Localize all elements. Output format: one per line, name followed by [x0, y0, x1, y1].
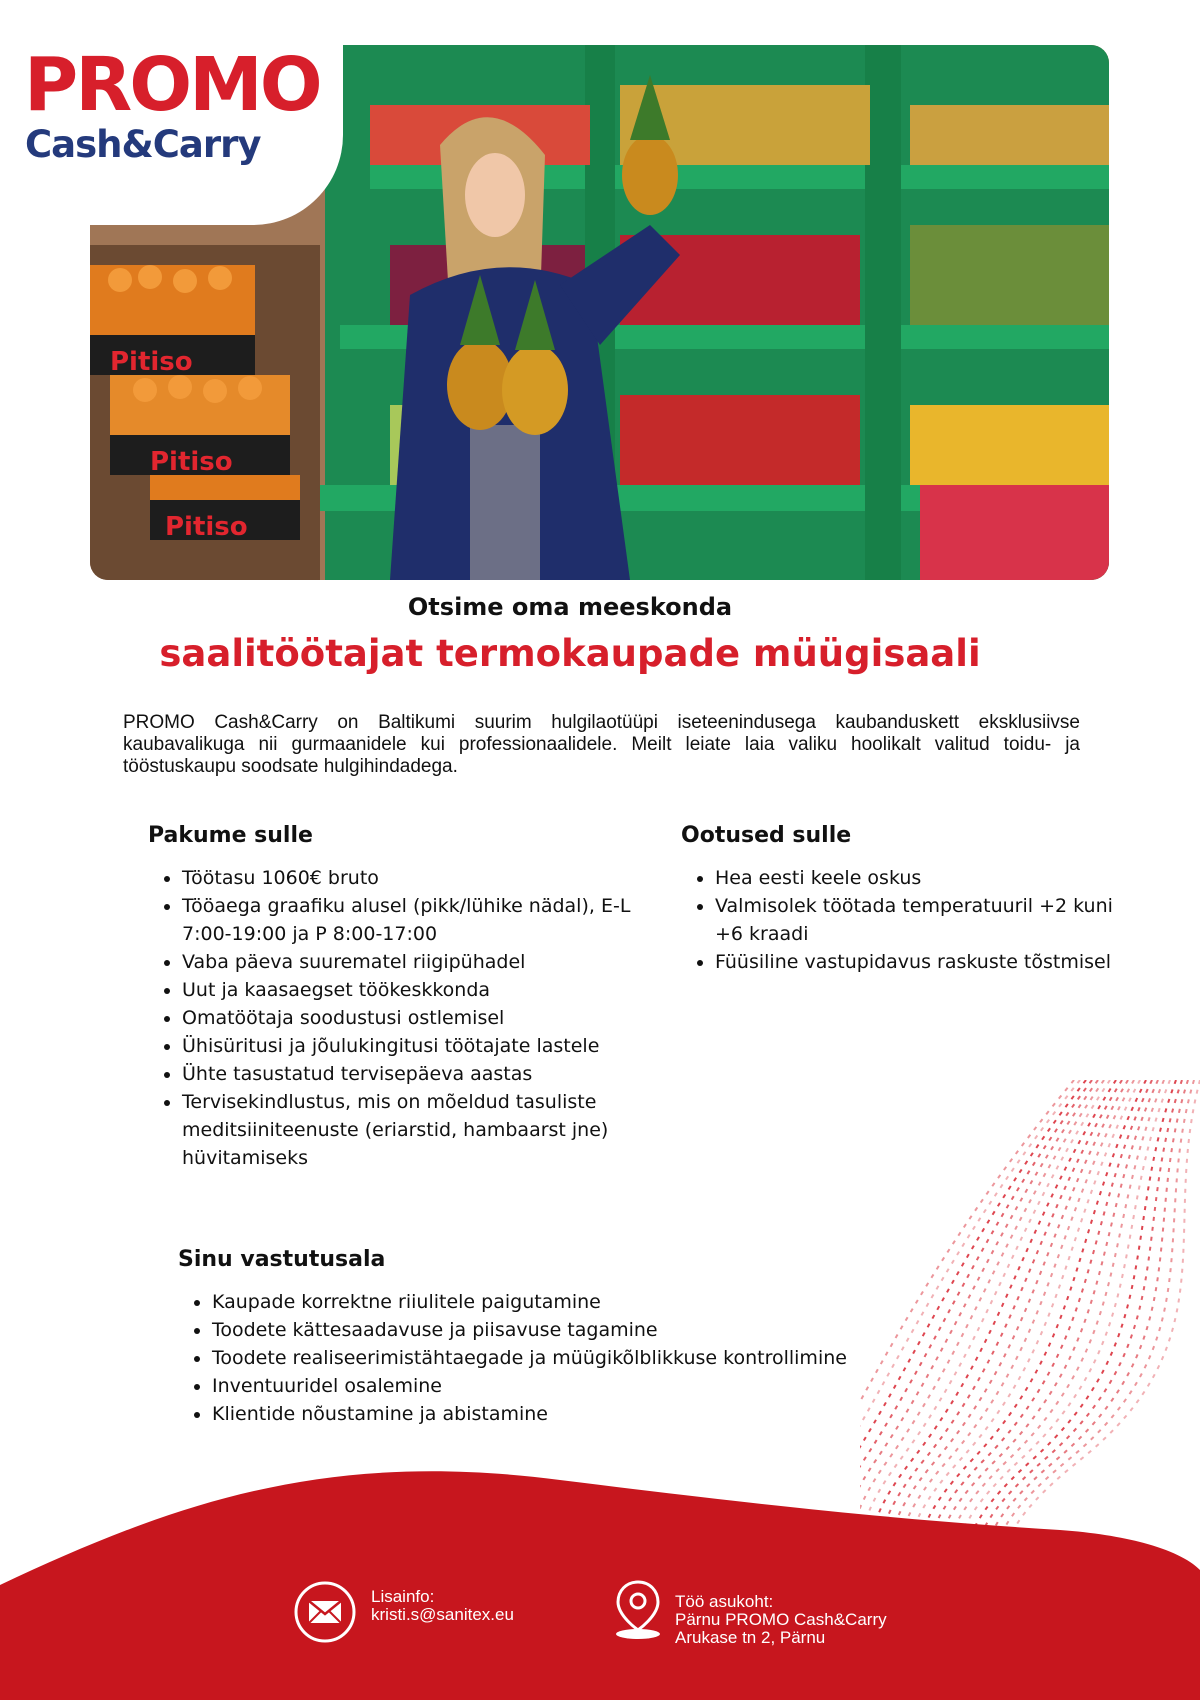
crate-sign: Pitiso: [165, 512, 248, 542]
offer-item: • Töötasu 1060€ bruto: [182, 864, 682, 892]
offer-item: • Tööaega graafiku alusel (pikk/lühike nädal), E-L 7:00-19:00 ja P 8:00-17:00: [182, 892, 682, 948]
email-address[interactable]: kristi.s@sanitex.eu: [371, 1605, 514, 1624]
contact-email-block: [293, 1580, 593, 1644]
expect-item: • Hea eesti keele oskus: [715, 864, 1115, 892]
logo-card: [0, 0, 343, 225]
location-pin-icon: [613, 1578, 663, 1640]
offer-item: • Ühte tasustatud tervisepäeva aastas: [182, 1060, 682, 1088]
location-line-1: Pärnu PROMO Cash&Carry: [675, 1610, 887, 1629]
email-label: Lisainfo:: [371, 1587, 435, 1606]
intro-paragraph: PROMO Cash&Carry on Baltikumi suurim hulgilaotüüpi iseteenindusega kaubanduskett eksklusiivse kaubavalikuga nii gurmaanidele kui professionaalidele. Meilt leiate laia valiku hoolikalt valitud toidu- ja tööstuskaupu soodsate hulgihindadega.: [123, 712, 1080, 777]
crate-sign: Pitiso: [110, 347, 193, 377]
location-line-2: Arukase tn 2, Pärnu: [675, 1628, 826, 1647]
offer-item: • Ühisüritusi ja jõulukingitusi töötajate lastele: [182, 1032, 682, 1060]
offer-item: • Tervisekindlustus, mis on mõeldud tasuliste meditsiiniteenuste (eriarstid, hambaarst jne) hüvitamiseks: [182, 1088, 682, 1172]
job-title: saalitöötajat termokaupade müügisaali: [159, 632, 981, 675]
logo-cash-carry: Cash&Carry: [25, 123, 261, 166]
offer-item: • Uut ja kaasaegset töökeskkonda: [182, 976, 682, 1004]
resp-item: • Inventuuridel osalemine: [212, 1372, 972, 1400]
location-label: Töö asukoht:: [675, 1592, 774, 1611]
contact-location-block: [613, 1578, 933, 1648]
footer-band: [0, 1460, 1200, 1700]
resp-item: • Toodete realiseerimistähtaegade ja müügikõlblikkuse kontrollimine: [212, 1344, 972, 1372]
resp-list: [178, 1288, 972, 1428]
offer-heading: Pakume sulle: [148, 823, 313, 848]
kicker-heading: Otsime oma meeskonda: [407, 593, 733, 621]
offer-list: [148, 864, 682, 1172]
resp-item: • Kaupade korrektne riiulitele paigutamine: [212, 1288, 972, 1316]
mail-icon: [293, 1580, 357, 1644]
resp-heading: Sinu vastutusala: [178, 1247, 386, 1272]
expect-item: • Valmisolek töötada temperatuuril +2 kuni +6 kraadi: [715, 892, 1115, 948]
expect-item: • Füüsiline vastupidavus raskuste tõstmisel: [715, 948, 1115, 976]
resp-item: • Klientide nõustamine ja abistamine: [212, 1400, 972, 1428]
offer-item: • Omatöötaja soodustusi ostlemisel: [182, 1004, 682, 1032]
resp-item: • Toodete kättesaadavuse ja piisavuse tagamine: [212, 1316, 972, 1344]
expect-list: [681, 864, 1115, 976]
expect-heading: Ootused sulle: [681, 823, 852, 848]
offer-item: • Vaba päeva suurematel riigipühadel: [182, 948, 682, 976]
logo-promo: PROMO: [24, 42, 320, 128]
crate-sign: Pitiso: [150, 447, 233, 477]
